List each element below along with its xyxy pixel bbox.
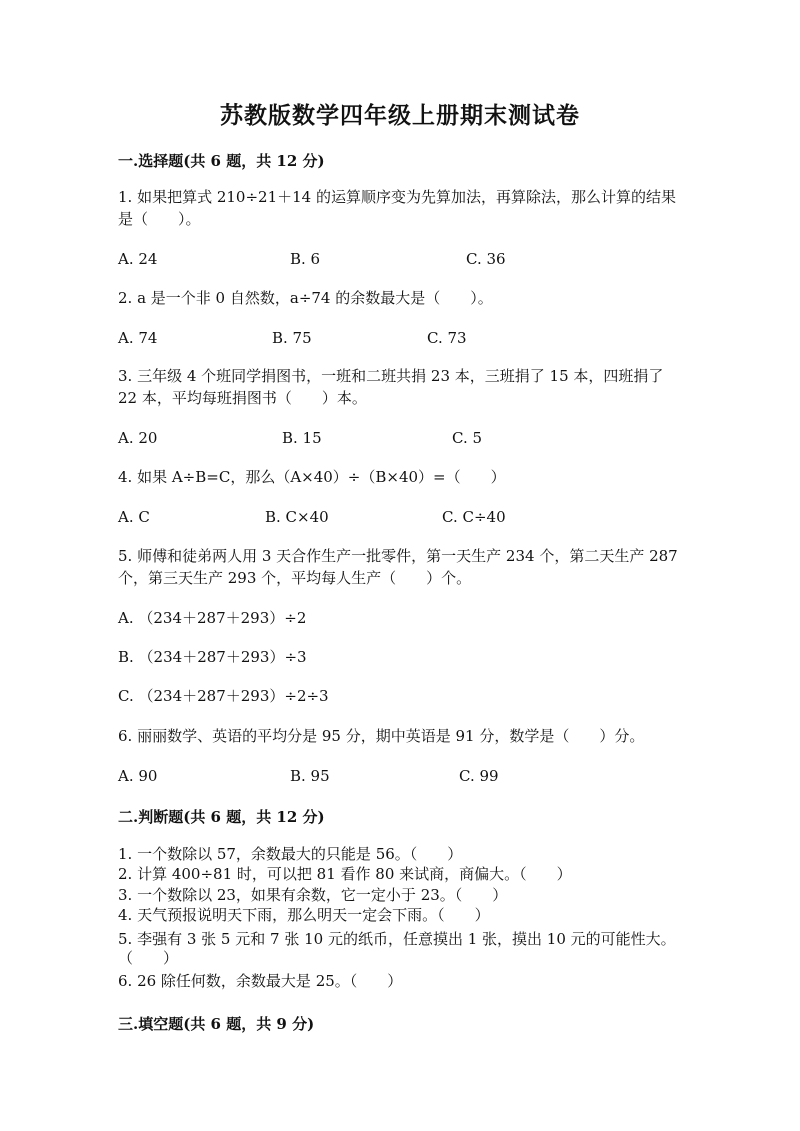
choice-question-4: 4. 如果 A÷B=C，那么（A×40）÷（B×40）=（ ） <box>118 468 506 486</box>
choice-option: B. C×40 <box>265 508 329 526</box>
choice-option: A. C <box>118 508 150 526</box>
choice-option: A. 74 <box>118 329 158 347</box>
choice-option: C. 73 <box>427 329 467 347</box>
choice-question-1: 1. 如果把算式 210÷21＋14 的运算顺序变为先算加法，再算除法，那么计算的结果是（ ）。 <box>118 188 676 228</box>
judge-question-2: 2. 计算 400÷81 时，可以把 81 看作 80 来试商，商偏大。（ ） <box>118 865 572 883</box>
choice-option: C. 99 <box>459 767 499 785</box>
section-heading-fill: 三.填空题(共 6 题，共 9 分) <box>118 1015 315 1033</box>
choice-option: B. 6 <box>290 250 321 268</box>
choice-question-2: 2. a 是一个非 0 自然数，a÷74 的余数最大是（ ）。 <box>118 289 493 307</box>
judge-question-4: 4. 天气预报说明天下雨，那么明天一定会下雨。（ ） <box>118 906 490 924</box>
choice-option: B. 15 <box>282 429 322 447</box>
choice-question-6: 6. 丽丽数学、英语的平均分是 95 分，期中英语是 91 分，数学是（ ）分。 <box>118 727 645 745</box>
choice-question-3: 3. 三年级 4 个班同学捐图书，一班和二班共捐 23 本，三班捐了 15 本，四班捐了 22 本，平均每班捐图书（ ）本。 <box>118 367 664 407</box>
judge-question-5: 5. 李强有 3 张 5 元和 7 张 10 元的纸币，任意摸出 1 张，摸出 10 元的可能性大。（ ） <box>118 930 676 967</box>
choice-option: B. 75 <box>272 329 312 347</box>
choice-option: A. 90 <box>118 767 158 785</box>
section-heading-judge: 二.判断题(共 6 题，共 12 分) <box>118 808 325 826</box>
choice-option: C. 5 <box>452 429 483 447</box>
section-heading-choice: 一.选择题(共 6 题，共 12 分) <box>118 152 325 170</box>
choice-option: B. （234＋287＋293）÷3 <box>118 648 307 666</box>
judge-question-3: 3. 一个数除以 23，如果有余数，它一定小于 23。（ ） <box>118 886 508 904</box>
page-title: 苏教版数学四年级上册期末测试卷 <box>220 102 580 129</box>
choice-option: C. （234＋287＋293）÷2÷3 <box>118 687 329 705</box>
choice-option: B. 95 <box>290 767 330 785</box>
judge-question-6: 6. 26 除任何数，余数最大是 25。（ ） <box>118 972 403 990</box>
choice-option: A. （234＋287＋293）÷2 <box>118 609 307 627</box>
choice-question-5: 5. 师傅和徒弟两人用 3 天合作生产一批零件，第一天生产 234 个，第二天生产 287 个，第三天生产 293 个，平均每人生产（ ）个。 <box>118 547 678 587</box>
choice-option: A. 24 <box>118 250 158 268</box>
judge-question-1: 1. 一个数除以 57，余数最大的只能是 56。（ ） <box>118 845 463 863</box>
choice-option: C. 36 <box>466 250 506 268</box>
choice-option: C. C÷40 <box>442 508 506 526</box>
choice-option: A. 20 <box>118 429 158 447</box>
